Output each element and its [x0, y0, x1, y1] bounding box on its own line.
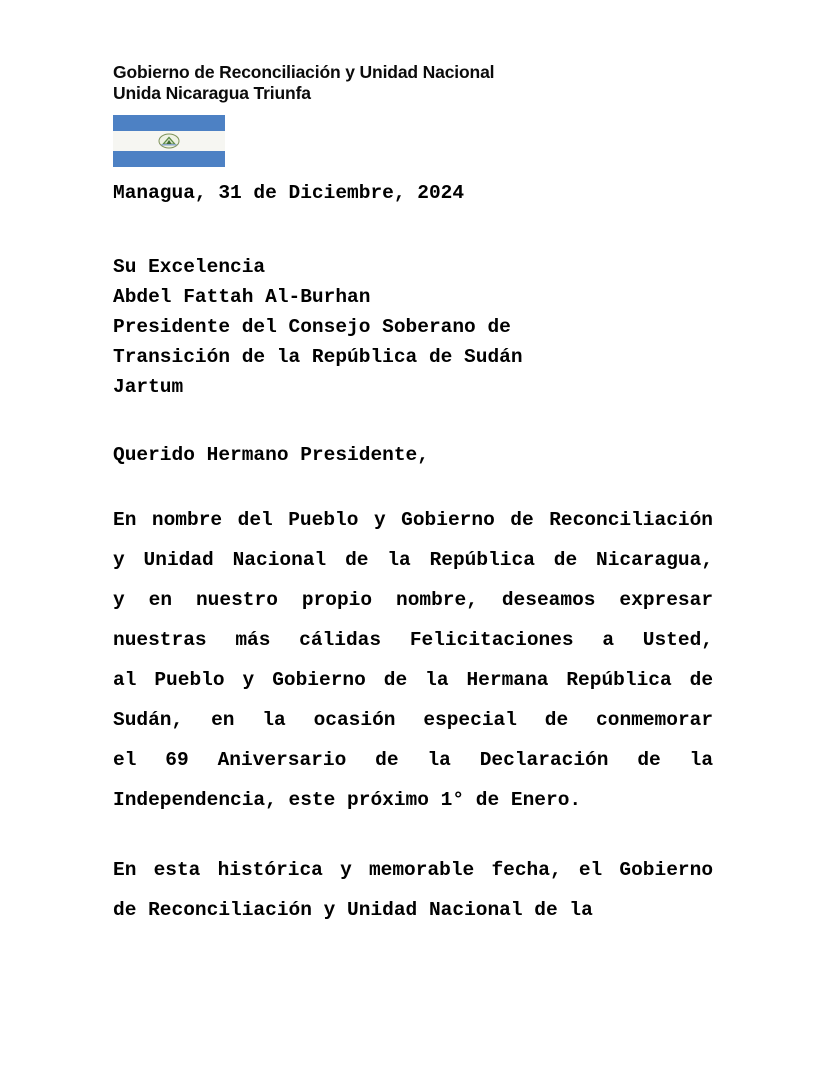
- letter-body: [113, 178, 713, 930]
- paragraph-line: el 69 Aniversario de la Declaración de la: [113, 749, 714, 771]
- paragraph-line: En nombre del Pueblo y Gobierno de Reconciliación: [113, 509, 714, 531]
- paragraph-line: Independencia, este próximo 1° de Enero.: [113, 789, 582, 811]
- paragraph-line: de Reconciliación y Unidad Nacional de la: [113, 899, 593, 921]
- paragraph-line: y Unidad Nacional de la República de Nicaragua,: [113, 549, 714, 571]
- spacer-after-address: [113, 402, 713, 440]
- spacer-after-date: [113, 208, 713, 252]
- addressee-honorific: Su Excelencia: [113, 256, 266, 278]
- addressee-city: Jartum: [113, 376, 184, 398]
- flag-stripe-top: [113, 115, 225, 131]
- paragraph-line: En esta histórica y memorable fecha, el Gobierno: [113, 859, 714, 881]
- letterhead-line-slogan: Unida Nicaragua Triunfa: [113, 83, 311, 103]
- addressee-title-2: Transición de la República de Sudán: [113, 346, 523, 368]
- spacer-between-paragraphs: [113, 820, 713, 850]
- spacer-after-salutation: [113, 470, 713, 500]
- nicaragua-coat-of-arms-icon: [158, 133, 180, 149]
- letterhead-line-government: Gobierno de Reconciliación y Unidad Nacional: [113, 62, 495, 82]
- paragraph-2: [113, 850, 713, 930]
- nicaragua-flag-icon: [113, 115, 225, 167]
- paragraph-line: Sudán, en la ocasión especial de conmemorar: [113, 709, 714, 731]
- addressee-title-1: Presidente del Consejo Soberano de: [113, 316, 511, 338]
- paragraph-line: nuestras más cálidas Felicitaciones a Usted,: [113, 629, 713, 651]
- salutation: Querido Hermano Presidente,: [113, 444, 429, 466]
- addressee-name: Abdel Fattah Al-Burhan: [113, 286, 371, 308]
- paragraph-line: y en nuestro propio nombre, deseamos expresar: [113, 589, 714, 611]
- flag-stripe-bottom: [113, 151, 225, 167]
- paragraph-1: [113, 500, 713, 820]
- paragraph-line: al Pueblo y Gobierno de la Hermana República de: [113, 669, 714, 691]
- date-line: Managua, 31 de Diciembre, 2024: [113, 182, 465, 204]
- letterhead: [113, 62, 753, 104]
